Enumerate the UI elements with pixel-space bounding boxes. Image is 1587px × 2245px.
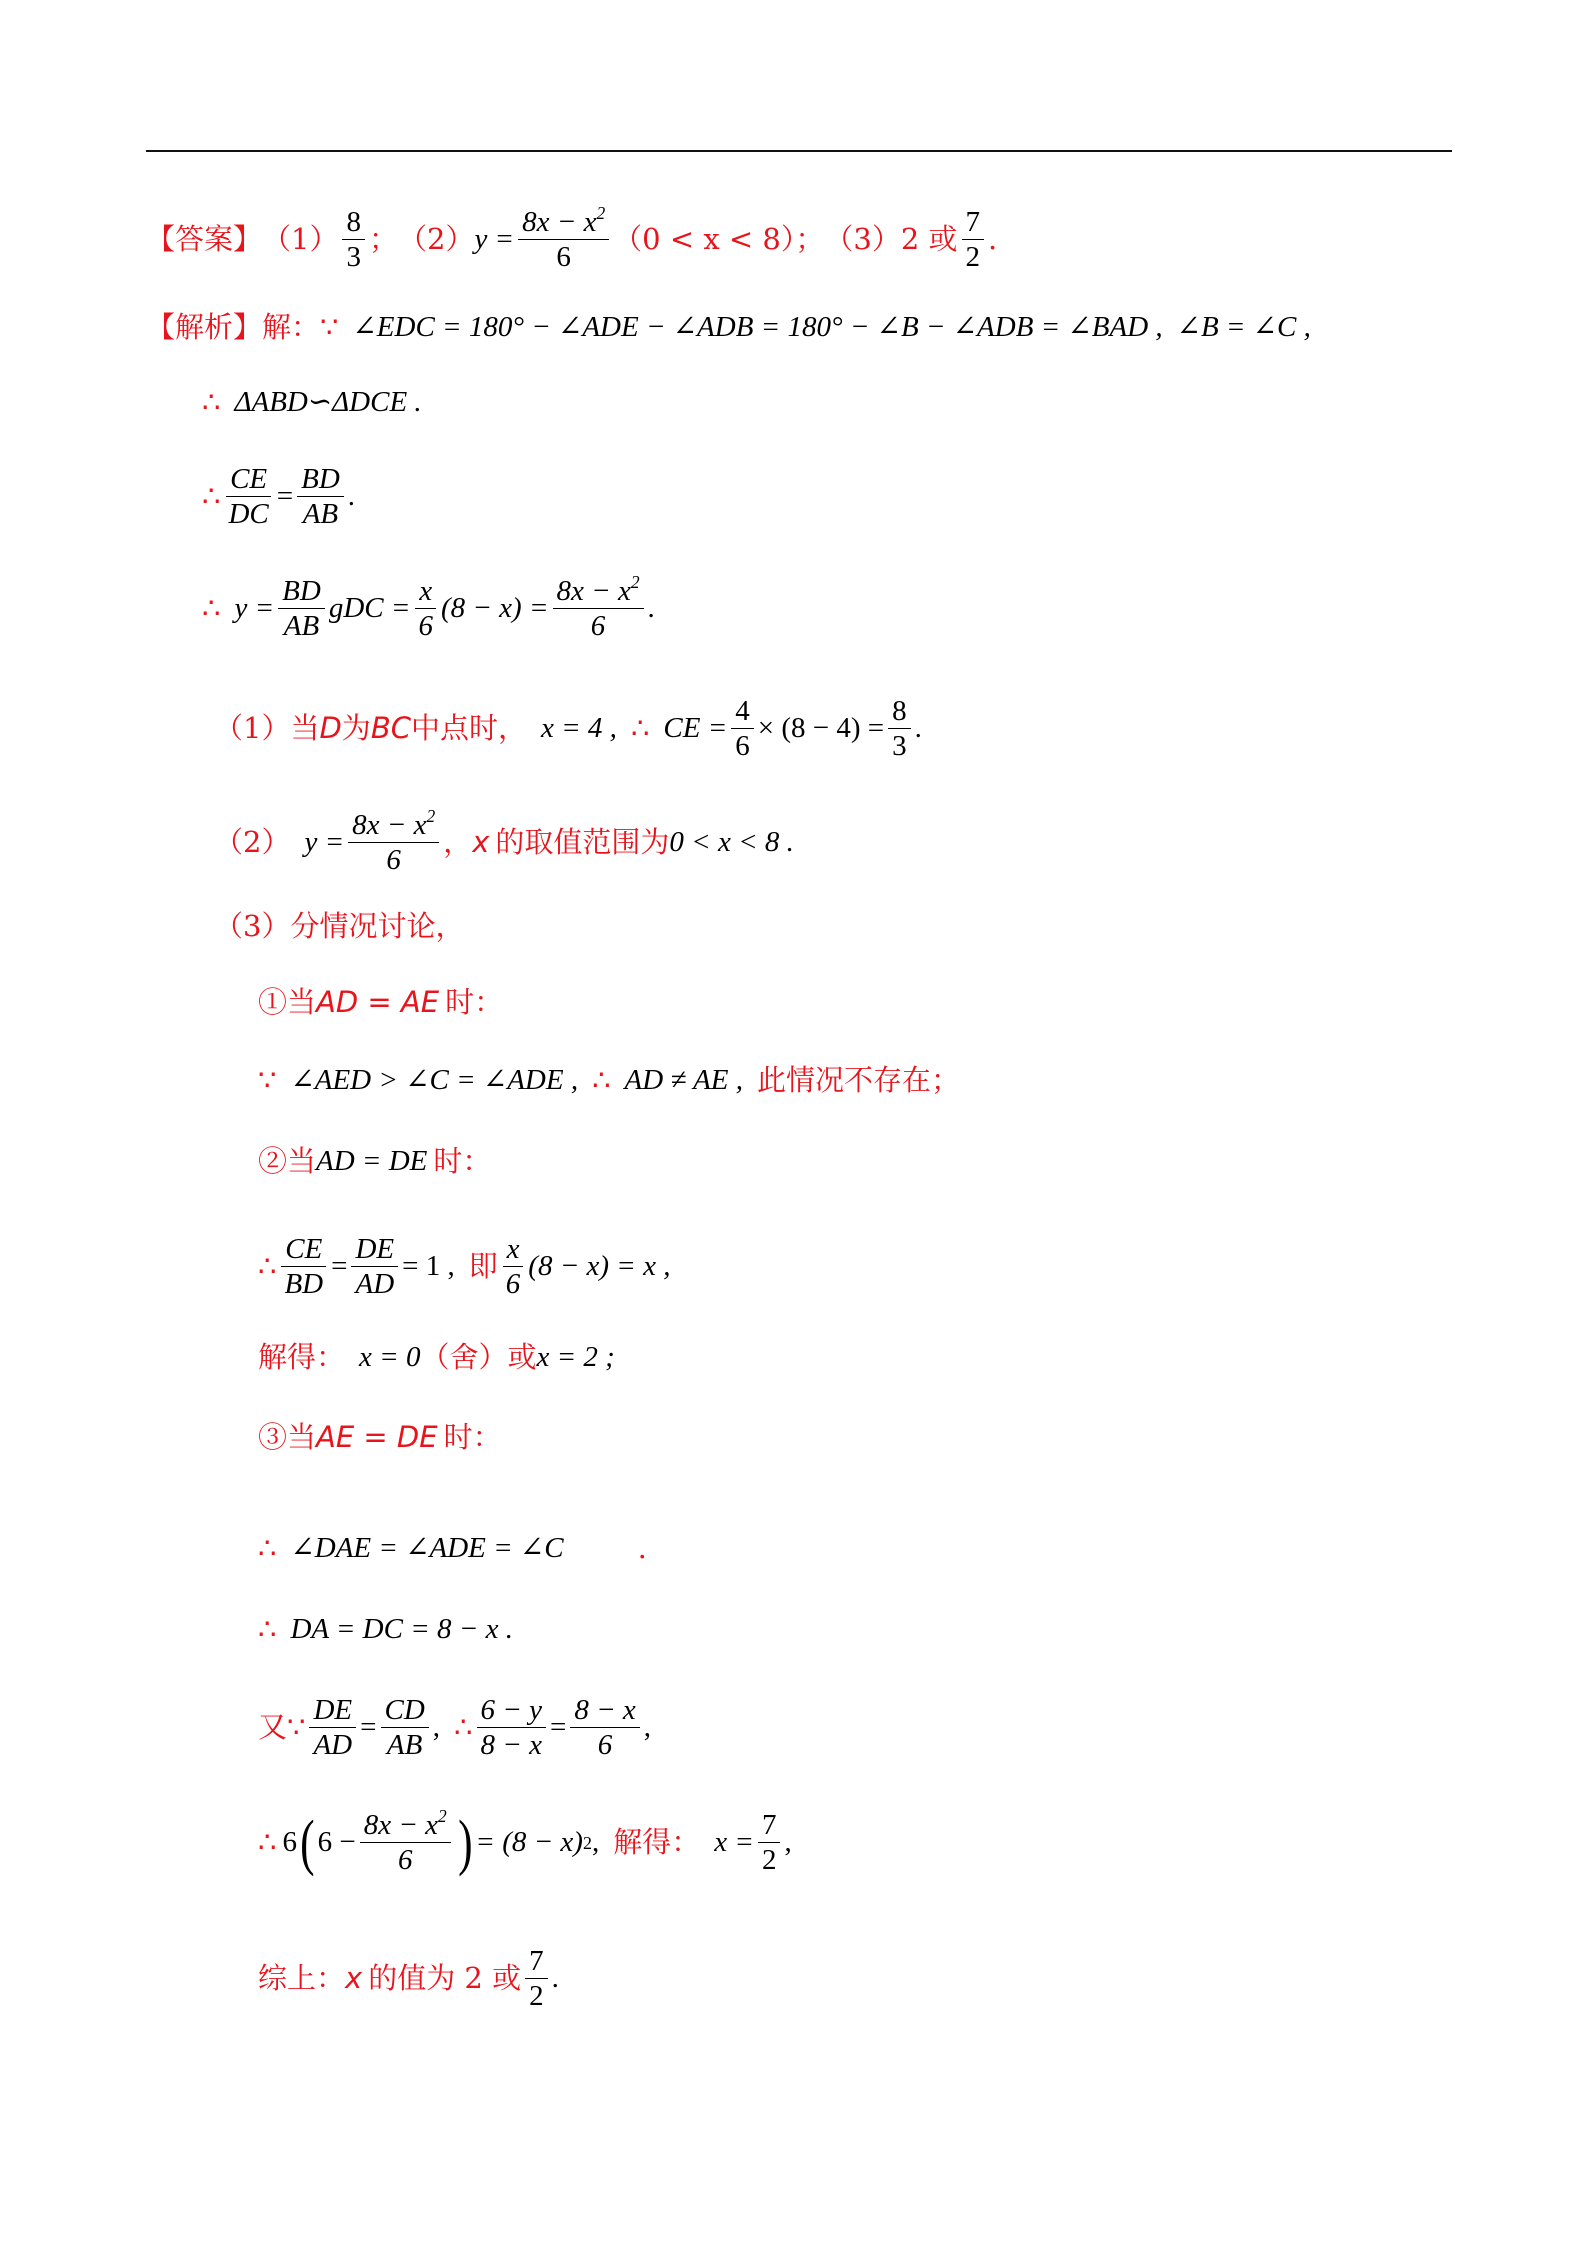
y-expression-line: ∴ y = $\frac{BD}{AB}$ gDC = $\frac{x}{6}$ (8 − x) = $\frac{8x - x^2}{6}$ .	[202, 571, 655, 643]
part3-heading: （3）分情况讨论，	[214, 909, 465, 943]
summary-line: 综上： x 的值为 2 或 $\frac{7}{2}$ .	[258, 1945, 559, 2013]
ratio-line: ∴ $\frac{CE}{DC}$ = $\frac{BD}{AB}$ .	[202, 463, 356, 531]
case2-equation: ∴ $\frac{CE}{BD}$ = $\frac{DE}{AD}$ = 1 , 即 $\frac{x}{6}$ (8 − x) = x ,	[258, 1233, 671, 1301]
answer-line: 【答案】 （1） $\frac{8}{3}$ ； （2） y = $\frac{8x - x^2}{6}$ （0 < x < 8）； （3） 2 或 $\frac{7}{2}$ .	[146, 202, 998, 274]
case3-da: ∴ DA = DC = 8 − x .	[258, 1612, 513, 1646]
similar-line: ∴ ΔABD∽ΔDCE .	[202, 385, 422, 419]
case3-angles: ∴ ∠DAE = ∠ADE = ∠C .	[258, 1531, 647, 1565]
case3-title: ③当 AE = DE 时：	[258, 1420, 502, 1454]
case1-title: ①当 AD = AE 时：	[258, 985, 504, 1019]
case2-title: ②当 AD = DE 时：	[258, 1144, 492, 1178]
analysis-line: 【解析】 解： ∵ ∠EDC = 180° − ∠ADE − ∠ADB = 180° − ∠B − ∠ADB = ∠BAD , ∠B = ∠C ,	[146, 310, 1311, 344]
top-rule	[146, 150, 1452, 152]
part2-line: （2） y = $\frac{8x - x^2}{6}$ ， x 的取值范围为 0 < x < 8 .	[214, 805, 794, 877]
case3-equation: ∴ 6 ( 6 − $\frac{8x - x^2}{6}$ ) = (8 − x) 2 , 解得： x = $\frac{7}{2}$ ,	[258, 1805, 792, 1877]
answer-tag: 【答案】	[146, 222, 263, 257]
case2-solution: 解得： x = 0 （舍）或 x = 2 ;	[258, 1340, 615, 1374]
answer-p1-fraction: $\frac{8}{3}$	[342, 205, 365, 275]
case1-line: ∵ ∠AED > ∠C = ∠ADE , ∴ AD ≠ AE , 此情况不存在；	[258, 1063, 961, 1097]
answer-p2-fraction: $\frac{8x - x^2}{6}$	[518, 205, 609, 275]
analysis-tag: 【解析】	[146, 310, 263, 344]
answer-p3-fraction: $\frac{7}{2}$	[962, 205, 985, 275]
part1-line: （1）当 D 为 BC 中点时， x = 4 , ∴ CE = $\frac{4}{6}$ × (8 − 4) = $\frac{8}{3}$ .	[214, 695, 922, 763]
case3-ratios: 又 ∵ $\frac{DE}{AD}$ = $\frac{CD}{AB}$ , ∴ $\frac{6 - y}{8 - x}$ = $\frac{8 - x}{6}$ ,	[258, 1694, 652, 1762]
